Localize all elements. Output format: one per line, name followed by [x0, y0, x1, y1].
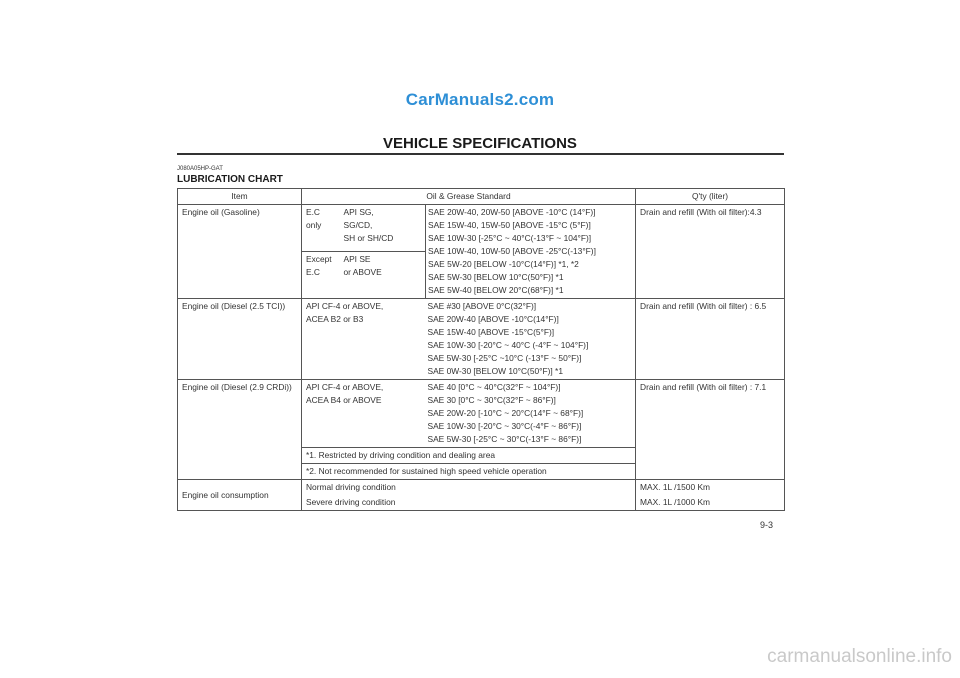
note-2: *2. Not recommended for sustained high speed vehicle operation [302, 464, 636, 480]
consumption-severe-qty: MAX. 1L /1000 Km [636, 495, 785, 511]
diesel-crdi-standard: API CF-4 or ABOVE, ACEA B4 or ABOVE [302, 380, 426, 448]
diesel-tci-standard: API CF-4 or ABOVE, ACEA B2 or B3 [302, 299, 426, 380]
consumption-severe: Severe driving condition [302, 495, 636, 511]
std-except-ec-value: API SE or ABOVE [340, 252, 426, 299]
page-number: 9-3 [760, 520, 774, 530]
page-title: VEHICLE SPECIFICATIONS [383, 135, 577, 152]
qty-diesel-crdi: Drain and refill (With oil filter) : 7.1 [636, 380, 785, 480]
header-quantity: Q'ty (liter) [636, 189, 785, 205]
lubrication-chart-table [177, 188, 785, 511]
table-header-row [178, 189, 785, 205]
table-row [178, 480, 785, 496]
item-diesel-crdi: Engine oil (Diesel (2.9 CRDi)) [178, 380, 302, 480]
table-row [178, 205, 785, 252]
consumption-normal: Normal driving condition [302, 480, 636, 496]
note-1: *1. Restricted by driving condition and dealing area [302, 448, 636, 464]
section-title: LUBRICATION CHART [177, 174, 283, 185]
header-standard: Oil & Grease Standard [302, 189, 636, 205]
document-code: J080A05HP-GAT [177, 166, 223, 172]
item-diesel-tci: Engine oil (Diesel (2.5 TCI)) [178, 299, 302, 380]
item-consumption: Engine oil consumption [178, 480, 302, 511]
table-row [178, 299, 785, 380]
std-except-ec-label: Except E.C [302, 252, 340, 299]
diesel-tci-grades: SAE #30 [ABOVE 0°C(32°F)] SAE 20W-40 [ABOVE -10°C(14°F)] SAE 15W-40 [ABOVE -15°C(5°F)] SAE 10W-30 [-20°C ~ 40°C (-4°F ~ 104°F)] SAE 5W-30 [-25°C ~10°C (-13°F ~ 50°F)] SAE 0W-30 [BELOW 10°C(50°F)] *1 [426, 299, 636, 380]
std-ec-value: API SG, SG/CD, SH or SH/CD [340, 205, 426, 252]
consumption-normal-qty: MAX. 1L /1500 Km [636, 480, 785, 496]
qty-gasoline: Drain and refill (With oil filter):4.3 [636, 205, 785, 299]
std-ec-label: E.C only [302, 205, 340, 252]
watermark-carmanualsonline: carmanualsonline.info [767, 646, 952, 667]
watermark-carmanuals2: CarManuals2.com [405, 90, 555, 109]
diesel-crdi-grades: SAE 40 [0°C ~ 40°C(32°F ~ 104°F)] SAE 30 [0°C ~ 30°C(32°F ~ 86°F)] SAE 20W-20 [-10°C ~ 20°C(14°F ~ 68°F)] SAE 10W-30 [-20°C ~ 30°C(-4°F ~ 86°F)] SAE 5W-30 [-25°C ~ 30°C(-13°F ~ 86°F)] [426, 380, 636, 448]
header-item: Item [178, 189, 302, 205]
table-row [178, 380, 785, 448]
gasoline-grades: SAE 20W-40, 20W-50 [ABOVE -10°C (14°F)] SAE 15W-40, 15W-50 [ABOVE -15°C (5°F)] SAE 10W-30 [-25°C ~ 40°C(-13°F ~ 104°F)] SAE 10W-40, 10W-50 [ABOVE -25°C(-13°F)] SAE 5W-20 [BELOW -10°C(14°F)] *1, *2 SAE 5W-30 [BELOW 10°C(50°F)] *1 SAE 5W-40 [BELOW 20°C(68°F)] *1 [426, 205, 636, 299]
qty-diesel-tci: Drain and refill (With oil filter) : 6.5 [636, 299, 785, 380]
title-rule [177, 153, 784, 155]
item-gasoline: Engine oil (Gasoline) [178, 205, 302, 299]
